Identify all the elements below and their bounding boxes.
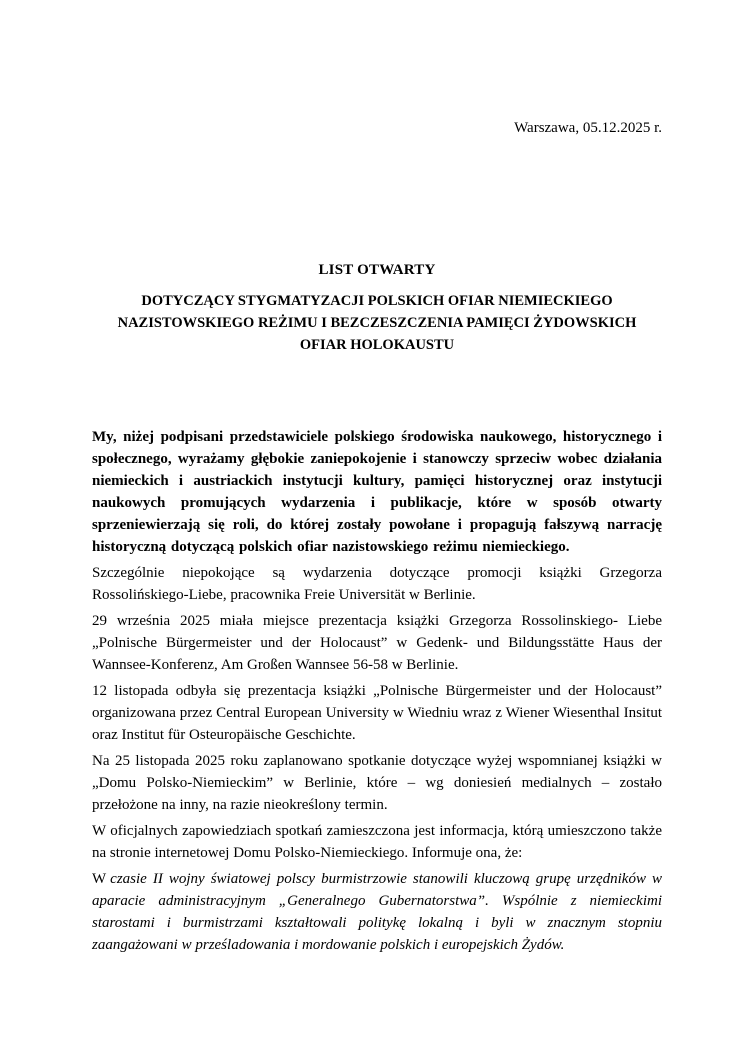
page-title: LIST OTWARTY: [318, 262, 436, 278]
subtitle-line: OFIAR HOLOKAUSTU: [299, 337, 455, 353]
paragraph-event-november-25: Na 25 listopada 2025 roku zaplanowano spotkanie dotyczące wyżej wspomnianej książki w „Domu Polsko-Niemieckim” w Berlinie, które – wg doniesień medialnych – zostało przełożone na inny, na razie nieokreślony termin.: [92, 753, 662, 813]
paragraph-event-november-12: 12 listopada odbyła się prezentacja książki „Polnische Bürgermeister und der Holocaust” organizowana przez Central European University w Wiedniu wraz z Wiener Wiesenthal Insitut oraz Institut für Osteuropäische Geschichte.: [92, 683, 662, 743]
date-line: Warszawa, 05.12.2025 r.: [514, 120, 662, 136]
document-subtitle: [92, 290, 662, 356]
paragraph-intro: My, niżej podpisani przedstawiciele polskiego środowiska naukowego, historycznego i społecznego, wyrażamy głębokie zaniepokojenie i stanowczy sprzeciw wobec działania niemieckich i austriackich instytucji kultury, pamięci historycznej oraz instytucji naukowych promujących wydarzenia i publikacje, które w sposób otwarty sprzeniewierzają się roli, do której zostały powołane i propagują fałszywą narrację historyczną dotyczącą polskich ofiar nazistowskiego reżimu niemieckiego.: [92, 429, 662, 555]
paragraph-quoted-description: [92, 868, 662, 956]
subtitle-line: NAZISTOWSKIEGO REŻIMU I BEZCZESZCZENIA PAMIĘCI ŻYDOWSKICH: [117, 315, 637, 331]
quote-lead-letter: W: [92, 871, 107, 887]
quote-text: czasie II wojny światowej polscy burmistrzowie stanowili kluczową grupę urzędników w aparacie administracyjnym „Generalnego Gubernatorstwa”. Wspólnie z niemieckimi starostami i burmistrzami kształtowali politykę lokalną i byli w znacznym stopniu zaangażowani w prześladowania i mordowanie polskich i europejskich Żydów.: [92, 871, 662, 953]
document-body: [92, 426, 662, 956]
paragraph-announcement-info: W oficjalnych zapowiedziach spotkań zamieszczona jest informacja, którą umieszczono także na stronie internetowej Domu Polsko-Niemieckiego. Informuje ona, że:: [92, 823, 662, 861]
subtitle-line: DOTYCZĄCY STYGMATYZACJI POLSKICH OFIAR NIEMIECKIEGO: [141, 293, 613, 309]
paragraph-event-september: 29 września 2025 miała miejsce prezentacja książki Grzegorza Rossolinskiego- Liebe „Polnische Bürgermeister und der Holocaust” w Gedenk- und Bildungsstätte Haus der Wannsee-Konferenz, Am Großen Wannsee 56-58 w Berlinie.: [92, 613, 662, 673]
paragraph-concern: Szczególnie niepokojące są wydarzenia dotyczące promocji książki Grzegorza Rossolińskiego-Liebe, pracownika Freie Universität w Berlinie.: [92, 565, 662, 603]
